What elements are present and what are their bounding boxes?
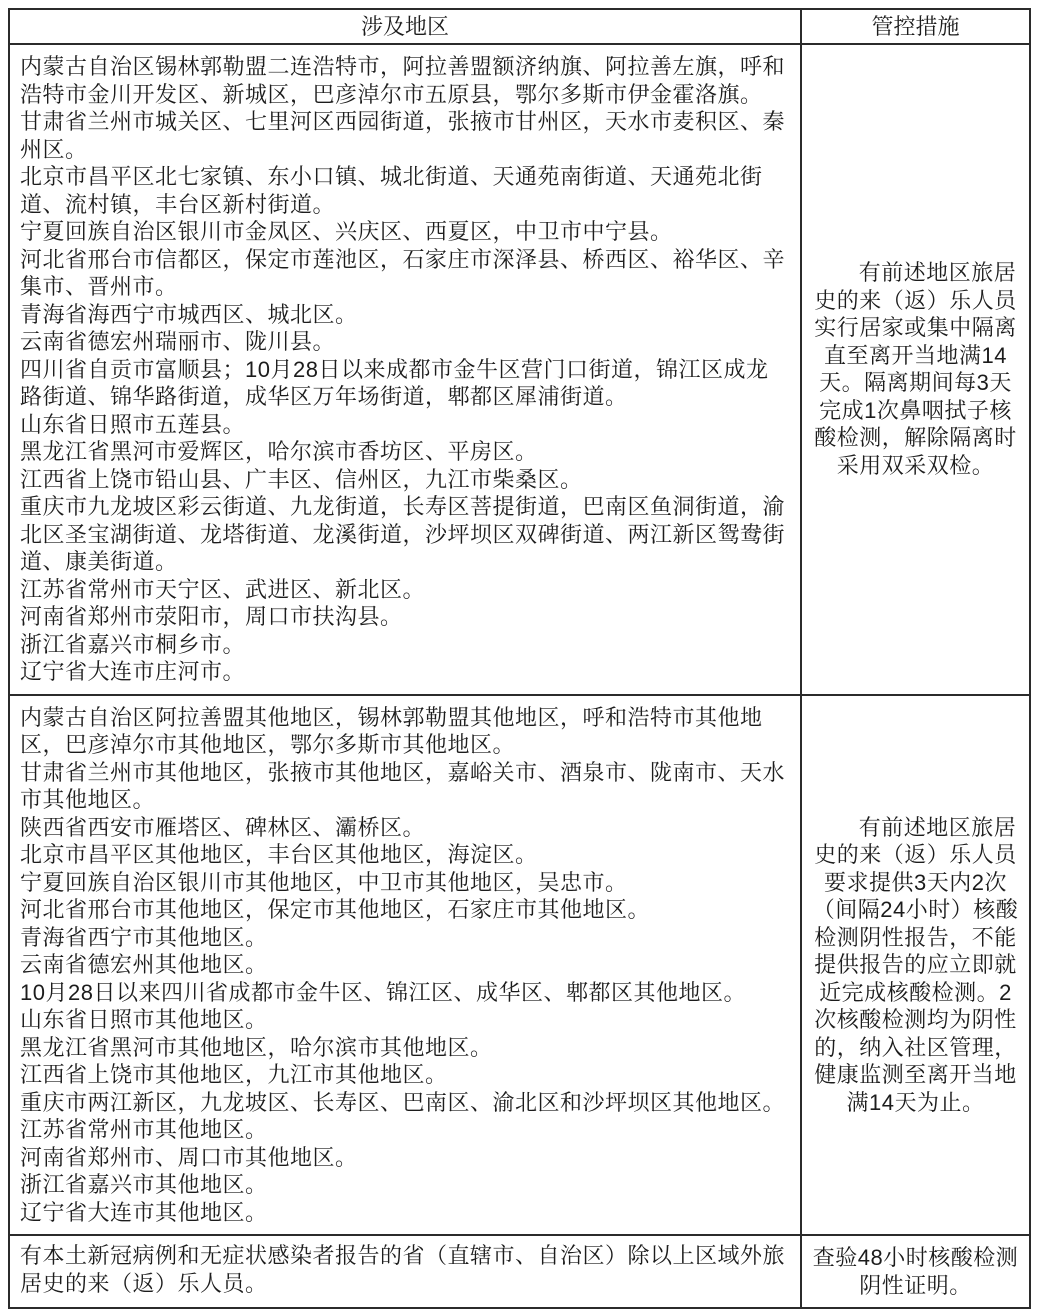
- region-entry: 河南省郑州市荥阳市，周口市扶沟县。: [20, 604, 403, 629]
- table-row-3: [9, 1235, 1030, 1308]
- region-entry: 北京市昌平区北七家镇、东小口镇、城北街道、天通苑南街道、天通苑北街道、流村镇，丰台区新村街道。: [20, 164, 763, 217]
- region-entry: 江苏省常州市天宁区、武进区、新北区。: [20, 576, 426, 602]
- region-entry: 山东省日照市其他地区。: [20, 1007, 268, 1032]
- header-regions: 涉及地区: [9, 9, 801, 44]
- table-row-1: [9, 44, 1030, 695]
- measure-cell-row2: [801, 695, 1030, 1236]
- region-entry: 10月28日以来四川省成都市金牛区、锦江区、成华区、郫都区其他地区。: [20, 979, 746, 1005]
- regions-cell-row1: [9, 44, 801, 695]
- region-entry: 甘肃省兰州市城关区、七里河区西园街道，张掖市甘州区，天水市麦积区、秦州区。: [20, 109, 786, 162]
- measure-text: 有前述地区旅居史的来（返）乐人员要求提供3天内2次（间隔24小时）核酸检测阴性报告，不能提供报告的应立即就近完成核酸检测。2次核酸检测均为阴性的，纳入社区管理，健康监测至离开当地满14天为止。: [812, 814, 1019, 1115]
- region-entry: 云南省德宏州瑞丽市、陇川县。: [20, 329, 336, 354]
- measure-text: 有前述地区旅居史的来（返）乐人员实行居家或集中隔离直至离开当地满14天。隔离期间每3天完成1次鼻咽拭子核酸检测，解除隔离时采用双采双检。: [814, 260, 1017, 478]
- region-entry: 江苏省常州市其他地区。: [20, 1117, 268, 1142]
- region-entry: 辽宁省大连市庄河市。: [20, 659, 246, 684]
- region-entry: 河北省邢台市信都区，保定市莲池区，石家庄市深泽县、桥西区、裕华区、辛集市、晋州市。: [20, 246, 786, 299]
- region-entry: 陕西省西安市雁塔区、碑林区、灞桥区。: [20, 814, 426, 840]
- measure-cell-row1: [801, 44, 1030, 695]
- region-entry: 宁夏回族自治区银川市其他地区，中卫市其他地区，吴忠市。: [20, 869, 628, 895]
- region-entry: 河北省邢台市其他地区，保定市其他地区，石家庄市其他地区。: [20, 897, 651, 922]
- region-entry: 重庆市两江新区，九龙坡区、长寿区、巴南区、渝北区和沙坪坝区其他地区。: [20, 1089, 786, 1115]
- measure-cell-row3: [801, 1235, 1030, 1308]
- region-entry: 黑龙江省黑河市其他地区，哈尔滨市其他地区。: [20, 1034, 493, 1060]
- region-entry: 河南省郑州市、周口市其他地区。: [20, 1144, 358, 1170]
- regions-cell-row2: [9, 695, 801, 1236]
- header-measures: 管控措施: [801, 9, 1030, 44]
- region-entry: 江西省上饶市其他地区，九江市其他地区。: [20, 1062, 448, 1087]
- region-entry: 黑龙江省黑河市爱辉区，哈尔滨市香坊区、平房区。: [20, 439, 538, 464]
- region-entry: 内蒙古自治区锡林郭勒盟二连浩特市，阿拉善盟额济纳旗、阿拉善左旗，呼和浩特市金川开发区、新城区，巴彦淖尔市五原县，鄂尔多斯市伊金霍洛旗。: [20, 54, 786, 107]
- region-entry: 青海省海西宁市城西区、城北区。: [20, 301, 358, 327]
- header-row: [9, 9, 1030, 44]
- table-row-2: [9, 695, 1030, 1236]
- region-entry: 内蒙古自治区阿拉善盟其他地区，锡林郭勒盟其他地区，呼和浩特市其他地区，巴彦淖尔市其他地区，鄂尔多斯市其他地区。: [20, 704, 763, 757]
- region-entry: 浙江省嘉兴市桐乡市。: [20, 631, 246, 657]
- region-entry: 江西省上饶市铅山县、广丰区、信州区，九江市柴桑区。: [20, 466, 583, 492]
- measure-text: 查验48小时核酸检测阴性证明。: [812, 1245, 1019, 1298]
- regions-cell-row3: [9, 1235, 801, 1308]
- region-entry: 云南省德宏州其他地区。: [20, 952, 268, 977]
- region-entry: 重庆市九龙坡区彩云街道、九龙街道，长寿区菩提街道，巴南区鱼洞街道，渝北区圣宝湖街道、龙塔街道、龙溪街道，沙坪坝区双碑街道、两江新区鸳鸯街道、康美街道。: [20, 494, 786, 574]
- region-entry: 有本土新冠病例和无症状感染者报告的省（直辖市、自治区）除以上区域外旅居史的来（返）乐人员。: [20, 1243, 786, 1296]
- region-entry: 山东省日照市五莲县。: [20, 411, 246, 437]
- region-entry: 辽宁省大连市其他地区。: [20, 1199, 268, 1225]
- region-entry: 北京市昌平区其他地区，丰台区其他地区，海淀区。: [20, 842, 538, 867]
- region-control-table: [8, 8, 1031, 1309]
- region-entry: 四川省自贡市富顺县；10月28日以来成都市金牛区营门口街道，锦江区成龙路街道、锦华路街道，成华区万年场街道，郫都区犀浦街道。: [20, 356, 769, 409]
- region-entry: 青海省西宁市其他地区。: [20, 924, 268, 950]
- region-entry: 宁夏回族自治区银川市金凤区、兴庆区、西夏区，中卫市中宁县。: [20, 219, 673, 244]
- region-entry: 浙江省嘉兴市其他地区。: [20, 1172, 268, 1197]
- region-entry: 甘肃省兰州市其他地区，张掖市其他地区，嘉峪关市、酒泉市、陇南市、天水市其他地区。: [20, 759, 786, 812]
